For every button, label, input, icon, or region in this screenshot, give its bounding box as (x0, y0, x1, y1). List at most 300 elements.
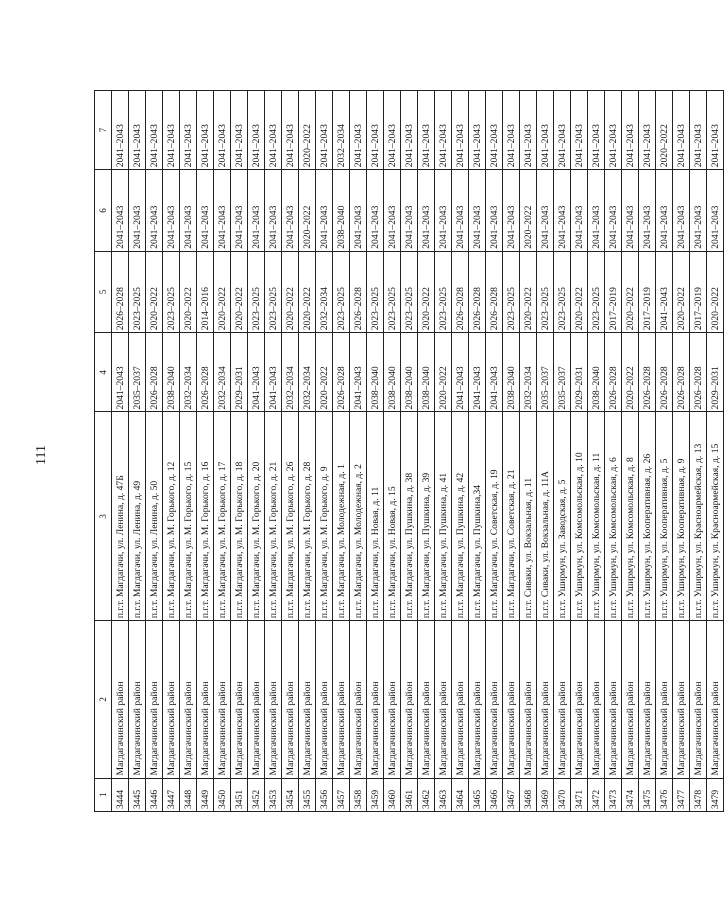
period-cell-7: 2041–2043 (571, 91, 588, 170)
row-number-cell: 3463 (435, 778, 452, 811)
table-row (197, 91, 214, 812)
period-cell-5: 2020–2022 (180, 251, 197, 332)
row-number-cell: 3445 (129, 778, 146, 811)
district-cell: Магдагачинский район (469, 621, 486, 778)
row-number-cell: 3461 (401, 778, 418, 811)
district-cell: Магдагачинский район (248, 621, 265, 778)
district-cell: Магдагачинский район (605, 621, 622, 778)
period-cell-6: 2041–2043 (350, 170, 367, 251)
period-cell-7: 2041–2043 (282, 91, 299, 170)
period-cell-4: 2026–2028 (673, 333, 690, 412)
period-cell-5: 2014–2016 (197, 251, 214, 332)
period-cell-7: 2041–2043 (503, 91, 520, 170)
table-row (248, 91, 265, 812)
period-cell-5: 2026–2028 (350, 251, 367, 332)
address-cell: п.г.т. Уширмун, ул. Кооперативная, д. 5 (656, 412, 673, 621)
row-number-cell: 3458 (350, 778, 367, 811)
table-row (537, 91, 554, 812)
period-cell-4: 2026–2028 (639, 333, 656, 412)
period-cell-4: 2029–2031 (707, 333, 724, 412)
table-row (180, 91, 197, 812)
address-cell: п.г.т. Магдагачи, ул. Пушкина, д. 39 (418, 412, 435, 621)
period-cell-5: 2023–2025 (163, 251, 180, 332)
district-cell: Магдагачинский район (163, 621, 180, 778)
address-cell: п.г.т. Магдагачи, ул. Новая, д. 15 (384, 412, 401, 621)
period-cell-4: 2026–2028 (333, 333, 350, 412)
row-number-cell: 3449 (197, 778, 214, 811)
period-cell-5: 2020–2022 (622, 251, 639, 332)
district-cell: Магдагачинский район (554, 621, 571, 778)
district-cell: Магдагачинский район (214, 621, 231, 778)
period-cell-5: 2026–2028 (112, 251, 129, 332)
period-cell-7: 2020–2022 (656, 91, 673, 170)
address-cell: п.г.т. Сиваки, ул. Вокзальная, д. 11 (520, 412, 537, 621)
period-cell-6: 2020–2022 (520, 170, 537, 251)
period-cell-5: 2023–2025 (537, 251, 554, 332)
row-number-cell: 3455 (299, 778, 316, 811)
row-number-cell: 3446 (146, 778, 163, 811)
district-cell: Магдагачинский район (571, 621, 588, 778)
column-header: 6 (95, 170, 112, 251)
period-cell-6: 2041–2043 (282, 170, 299, 251)
period-cell-4: 2035–2037 (129, 333, 146, 412)
period-cell-6: 2041–2043 (180, 170, 197, 251)
table-row (486, 91, 503, 812)
address-cell: п.г.т. Магдагачи, ул. Пушкина, д. 41 (435, 412, 452, 621)
table-row (452, 91, 469, 812)
period-cell-4: 2026–2028 (656, 333, 673, 412)
district-cell: Магдагачинский район (452, 621, 469, 778)
table-row (350, 91, 367, 812)
period-cell-4: 2032–2034 (282, 333, 299, 412)
period-cell-7: 2041–2043 (231, 91, 248, 170)
period-cell-7: 2041–2043 (384, 91, 401, 170)
district-cell: Магдагачинский район (486, 621, 503, 778)
period-cell-4: 2038–2040 (418, 333, 435, 412)
period-cell-7: 2041–2043 (537, 91, 554, 170)
period-cell-5: 2020–2022 (673, 251, 690, 332)
period-cell-7: 2041–2043 (163, 91, 180, 170)
period-cell-6: 2041–2043 (418, 170, 435, 251)
period-cell-7: 2041–2043 (418, 91, 435, 170)
address-cell: п.г.т. Сиваки, ул. Вокзальная, д. 11А (537, 412, 554, 621)
row-number-cell: 3452 (248, 778, 265, 811)
period-cell-4: 2020–2022 (316, 333, 333, 412)
period-cell-5: 2023–2025 (503, 251, 520, 332)
district-cell: Магдагачинский район (622, 621, 639, 778)
row-number-cell: 3462 (418, 778, 435, 811)
address-cell: п.г.т. Магдагачи, ул. М. Горького, д. 12 (163, 412, 180, 621)
period-cell-7: 2041–2043 (520, 91, 537, 170)
period-cell-6: 2041–2043 (503, 170, 520, 251)
district-cell: Магдагачинский район (180, 621, 197, 778)
district-cell: Магдагачинский район (316, 621, 333, 778)
period-cell-7: 2032–2034 (333, 91, 350, 170)
period-cell-6: 2041–2043 (316, 170, 333, 251)
period-cell-4: 2041–2043 (350, 333, 367, 412)
district-cell: Магдагачинский район (435, 621, 452, 778)
period-cell-4: 2029–2031 (571, 333, 588, 412)
row-number-cell: 3444 (112, 778, 129, 811)
period-cell-4: 2020–2022 (622, 333, 639, 412)
table-row (384, 91, 401, 812)
table-row (707, 91, 724, 812)
row-number-cell: 3475 (639, 778, 656, 811)
row-number-cell: 3476 (656, 778, 673, 811)
row-number-cell: 3460 (384, 778, 401, 811)
table-row (656, 91, 673, 812)
period-cell-7: 2041–2043 (180, 91, 197, 170)
district-cell: Магдагачинский район (350, 621, 367, 778)
period-cell-5: 2020–2022 (282, 251, 299, 332)
period-cell-7: 2041–2043 (486, 91, 503, 170)
period-cell-5: 2032–2034 (316, 251, 333, 332)
period-cell-6: 2041–2043 (231, 170, 248, 251)
period-cell-5: 2020–2022 (231, 251, 248, 332)
period-cell-7: 2041–2043 (112, 91, 129, 170)
column-header: 1 (95, 778, 112, 811)
address-cell: п.г.т. Магдагачи, ул. М. Горького, д. 20 (248, 412, 265, 621)
table-body (112, 91, 724, 812)
district-cell: Магдагачинский район (639, 621, 656, 778)
column-header: 2 (95, 621, 112, 778)
table-container (94, 90, 721, 812)
period-cell-6: 2041–2043 (129, 170, 146, 251)
period-cell-7: 2041–2043 (265, 91, 282, 170)
period-cell-6: 2038–2040 (333, 170, 350, 251)
period-cell-4: 2041–2043 (452, 333, 469, 412)
district-cell: Магдагачинский район (367, 621, 384, 778)
table-row (554, 91, 571, 812)
row-number-cell: 3470 (554, 778, 571, 811)
address-cell: п.г.т. Уширмун, ул. Комсомольская, д. 10 (571, 412, 588, 621)
period-cell-7: 2041–2043 (554, 91, 571, 170)
district-cell: Магдагачинский район (690, 621, 707, 778)
row-number-cell: 3456 (316, 778, 333, 811)
period-cell-6: 2041–2043 (435, 170, 452, 251)
table-row (214, 91, 231, 812)
period-cell-5: 2023–2025 (333, 251, 350, 332)
address-cell: п.г.т. Уширмун, ул. Кооперативная, д. 26 (639, 412, 656, 621)
period-cell-4: 2032–2034 (180, 333, 197, 412)
period-cell-7: 2041–2043 (350, 91, 367, 170)
row-number-cell: 3479 (707, 778, 724, 811)
district-cell: Магдагачинский район (503, 621, 520, 778)
address-cell: п.г.т. Уширмун, ул. Заводская, д. 5 (554, 412, 571, 621)
period-cell-4: 2026–2028 (690, 333, 707, 412)
address-cell: п.г.т. Уширмун, ул. Красноармейская, д. 13 (690, 412, 707, 621)
table-row (146, 91, 163, 812)
table-row (231, 91, 248, 812)
address-cell: п.г.т. Магдагачи, ул. Пушкина, д. 42 (452, 412, 469, 621)
row-number-cell: 3453 (265, 778, 282, 811)
table-row (367, 91, 384, 812)
period-cell-5: 2041–2043 (656, 251, 673, 332)
period-cell-4: 2020–2022 (435, 333, 452, 412)
period-cell-7: 2041–2043 (605, 91, 622, 170)
address-cell: п.г.т. Магдагачи, ул. Ленина, д. 50 (146, 412, 163, 621)
period-cell-6: 2041–2043 (554, 170, 571, 251)
row-number-cell: 3477 (673, 778, 690, 811)
period-cell-6: 2041–2043 (588, 170, 605, 251)
row-number-cell: 3468 (520, 778, 537, 811)
period-cell-7: 2041–2043 (588, 91, 605, 170)
table-row (503, 91, 520, 812)
district-cell: Магдагачинский район (537, 621, 554, 778)
period-cell-4: 2032–2034 (299, 333, 316, 412)
period-cell-5: 2020–2022 (707, 251, 724, 332)
period-cell-5: 2026–2028 (469, 251, 486, 332)
period-cell-5: 2020–2022 (418, 251, 435, 332)
period-cell-5: 2020–2022 (299, 251, 316, 332)
period-cell-6: 2041–2043 (367, 170, 384, 251)
table-row (418, 91, 435, 812)
period-cell-4: 2026–2028 (146, 333, 163, 412)
period-cell-5: 2026–2028 (452, 251, 469, 332)
period-cell-4: 2038–2040 (163, 333, 180, 412)
table-row (112, 91, 129, 812)
table-row (639, 91, 656, 812)
row-number-cell: 3473 (605, 778, 622, 811)
address-cell: п.г.т. Магдагачи, ул. М. Горького, д. 9 (316, 412, 333, 621)
address-cell: п.г.т. Магдагачи, ул. Молодежная, д. 1 (333, 412, 350, 621)
address-cell: п.г.т. Уширмун, ул. Комсомольская, д. 6 (605, 412, 622, 621)
period-cell-5: 2023–2025 (265, 251, 282, 332)
address-cell: п.г.т. Магдагачи, ул. М. Горького, д. 16 (197, 412, 214, 621)
district-cell: Магдагачинский район (265, 621, 282, 778)
period-cell-7: 2041–2043 (435, 91, 452, 170)
table-row (282, 91, 299, 812)
address-cell: п.г.т. Уширмун, ул. Кооперативная, д. 9 (673, 412, 690, 621)
period-cell-6: 2041–2043 (707, 170, 724, 251)
row-number-cell: 3448 (180, 778, 197, 811)
period-cell-6: 2041–2043 (112, 170, 129, 251)
row-number-cell: 3459 (367, 778, 384, 811)
district-cell: Магдагачинский район (401, 621, 418, 778)
table-row (571, 91, 588, 812)
table-row (129, 91, 146, 812)
address-cell: п.г.т. Магдагачи, ул. М. Горького, д. 28 (299, 412, 316, 621)
row-number-cell: 3466 (486, 778, 503, 811)
row-number-cell: 3467 (503, 778, 520, 811)
period-cell-7: 2041–2043 (367, 91, 384, 170)
period-cell-4: 2038–2040 (503, 333, 520, 412)
period-cell-6: 2041–2043 (622, 170, 639, 251)
address-cell: п.г.т. Уширмун, ул. Комсомольская, д. 8 (622, 412, 639, 621)
period-cell-7: 2041–2043 (214, 91, 231, 170)
address-cell: п.г.т. Магдагачи, ул. М. Горького, д. 15 (180, 412, 197, 621)
district-cell: Магдагачинский район (707, 621, 724, 778)
period-cell-7: 2041–2043 (248, 91, 265, 170)
period-cell-6: 2041–2043 (146, 170, 163, 251)
rotated-table-frame (94, 90, 721, 812)
period-cell-6: 2041–2043 (571, 170, 588, 251)
period-cell-6: 2041–2043 (163, 170, 180, 251)
row-number-cell: 3464 (452, 778, 469, 811)
period-cell-6: 2041–2043 (248, 170, 265, 251)
row-number-cell: 3457 (333, 778, 350, 811)
period-cell-5: 2023–2025 (588, 251, 605, 332)
period-cell-5: 2023–2025 (367, 251, 384, 332)
row-number-cell: 3447 (163, 778, 180, 811)
period-cell-6: 2041–2043 (537, 170, 554, 251)
period-cell-6: 2041–2043 (469, 170, 486, 251)
district-cell: Магдагачинский район (146, 621, 163, 778)
period-cell-5: 2020–2022 (214, 251, 231, 332)
table-row (673, 91, 690, 812)
row-number-cell: 3454 (282, 778, 299, 811)
period-cell-7: 2041–2043 (401, 91, 418, 170)
period-cell-6: 2041–2043 (486, 170, 503, 251)
table-row (299, 91, 316, 812)
district-cell: Магдагачинский район (333, 621, 350, 778)
period-cell-7: 2041–2043 (197, 91, 214, 170)
period-cell-4: 2038–2040 (588, 333, 605, 412)
period-cell-7: 2041–2043 (690, 91, 707, 170)
period-cell-7: 2041–2043 (707, 91, 724, 170)
period-cell-7: 2041–2043 (469, 91, 486, 170)
period-cell-5: 2017–2019 (639, 251, 656, 332)
period-cell-4: 2041–2043 (248, 333, 265, 412)
address-cell: п.г.т. Магдагачи, ул. Новая, д. 11 (367, 412, 384, 621)
table-row (520, 91, 537, 812)
district-cell: Магдагачинский район (112, 621, 129, 778)
period-cell-6: 2041–2043 (384, 170, 401, 251)
district-cell: Магдагачинский район (520, 621, 537, 778)
table-row (401, 91, 418, 812)
table-header-row (95, 91, 112, 812)
address-cell: п.г.т. Магдагачи, ул. Пушкина, д. 38 (401, 412, 418, 621)
row-number-cell: 3469 (537, 778, 554, 811)
row-number-cell: 3474 (622, 778, 639, 811)
district-cell: Магдагачинский район (129, 621, 146, 778)
address-cell: п.г.т. Магдагачи, ул. М. Горького, д. 17 (214, 412, 231, 621)
address-cell: п.г.т. Магдагачи, ул. Ленина, д. 49 (129, 412, 146, 621)
period-cell-5: 2017–2019 (605, 251, 622, 332)
address-cell: п.г.т. Магдагачи, ул. Ленина, д. 47Б (112, 412, 129, 621)
row-number-cell: 3471 (571, 778, 588, 811)
row-number-cell: 3465 (469, 778, 486, 811)
district-cell: Магдагачинский район (384, 621, 401, 778)
period-cell-7: 2041–2043 (316, 91, 333, 170)
period-cell-5: 2023–2025 (129, 251, 146, 332)
table-row (163, 91, 180, 812)
period-cell-5: 2017–2019 (690, 251, 707, 332)
period-cell-6: 2041–2043 (656, 170, 673, 251)
period-cell-5: 2023–2025 (554, 251, 571, 332)
district-cell: Магдагачинский район (231, 621, 248, 778)
address-cell: п.г.т. Магдагачи, ул. М. Горького, д. 26 (282, 412, 299, 621)
period-cell-4: 2026–2028 (605, 333, 622, 412)
address-cell: п.г.т. Магдагачи, ул. Советская, д. 21 (503, 412, 520, 621)
period-cell-5: 2023–2025 (401, 251, 418, 332)
table-row (333, 91, 350, 812)
period-cell-7: 2041–2043 (639, 91, 656, 170)
period-cell-4: 2032–2034 (520, 333, 537, 412)
period-cell-6: 2041–2043 (197, 170, 214, 251)
period-cell-5: 2023–2025 (384, 251, 401, 332)
period-cell-4: 2032–2034 (214, 333, 231, 412)
table-row (588, 91, 605, 812)
district-cell: Магдагачинский район (673, 621, 690, 778)
period-cell-6: 2041–2043 (401, 170, 418, 251)
address-cell: п.г.т. Уширмун, ул. Красноармейская, д. 15 (707, 412, 724, 621)
period-cell-4: 2041–2043 (486, 333, 503, 412)
period-cell-6: 2020–2022 (299, 170, 316, 251)
table-row (605, 91, 622, 812)
period-cell-4: 2038–2040 (367, 333, 384, 412)
period-cell-6: 2041–2043 (452, 170, 469, 251)
period-cell-6: 2041–2043 (639, 170, 656, 251)
period-cell-4: 2029–2031 (231, 333, 248, 412)
row-number-cell: 3451 (231, 778, 248, 811)
period-cell-4: 2038–2040 (401, 333, 418, 412)
row-number-cell: 3472 (588, 778, 605, 811)
address-cell: п.г.т. Магдагачи, ул. Пушкина,34 (469, 412, 486, 621)
period-cell-4: 2038–2040 (384, 333, 401, 412)
period-cell-5: 2023–2025 (248, 251, 265, 332)
period-cell-7: 2020–2022 (299, 91, 316, 170)
address-cell: п.г.т. Магдагачи, ул. Молодежная, д. 2 (350, 412, 367, 621)
schedule-table (94, 90, 724, 812)
column-header: 7 (95, 91, 112, 170)
address-cell: п.г.т. Магдагачи, ул. М. Горького, д. 18 (231, 412, 248, 621)
period-cell-7: 2041–2043 (452, 91, 469, 170)
period-cell-6: 2041–2043 (690, 170, 707, 251)
period-cell-4: 2041–2043 (112, 333, 129, 412)
table-row (435, 91, 452, 812)
period-cell-4: 2035–2037 (554, 333, 571, 412)
district-cell: Магдагачинский район (282, 621, 299, 778)
period-cell-5: 2020–2022 (571, 251, 588, 332)
period-cell-5: 2026–2028 (486, 251, 503, 332)
period-cell-7: 2041–2043 (146, 91, 163, 170)
district-cell: Магдагачинский район (418, 621, 435, 778)
period-cell-4: 2041–2043 (265, 333, 282, 412)
address-cell: п.г.т. Магдагачи, ул. М. Горького, д. 21 (265, 412, 282, 621)
table-row (316, 91, 333, 812)
period-cell-6: 2041–2043 (265, 170, 282, 251)
column-header: 3 (95, 412, 112, 621)
period-cell-4: 2035–2037 (537, 333, 554, 412)
district-cell: Магдагачинский район (656, 621, 673, 778)
period-cell-7: 2041–2043 (129, 91, 146, 170)
column-header: 4 (95, 333, 112, 412)
address-cell: п.г.т. Уширмун, ул. Комсомольская, д. 11 (588, 412, 605, 621)
district-cell: Магдагачинский район (299, 621, 316, 778)
address-cell: п.г.т. Магдагачи, ул. Советская, д. 19 (486, 412, 503, 621)
period-cell-7: 2041–2043 (673, 91, 690, 170)
period-cell-5: 2020–2022 (146, 251, 163, 332)
table-row (265, 91, 282, 812)
table-row (622, 91, 639, 812)
row-number-cell: 3478 (690, 778, 707, 811)
period-cell-6: 2041–2043 (673, 170, 690, 251)
period-cell-6: 2041–2043 (214, 170, 231, 251)
district-cell: Магдагачинский район (197, 621, 214, 778)
period-cell-7: 2041–2043 (622, 91, 639, 170)
district-cell: Магдагачинский район (588, 621, 605, 778)
table-row (469, 91, 486, 812)
period-cell-4: 2041–2043 (469, 333, 486, 412)
row-number-cell: 3450 (214, 778, 231, 811)
table-row (690, 91, 707, 812)
period-cell-6: 2041–2043 (605, 170, 622, 251)
period-cell-4: 2026–2028 (197, 333, 214, 412)
column-header: 5 (95, 251, 112, 332)
period-cell-5: 2023–2025 (435, 251, 452, 332)
period-cell-5: 2020–2022 (520, 251, 537, 332)
